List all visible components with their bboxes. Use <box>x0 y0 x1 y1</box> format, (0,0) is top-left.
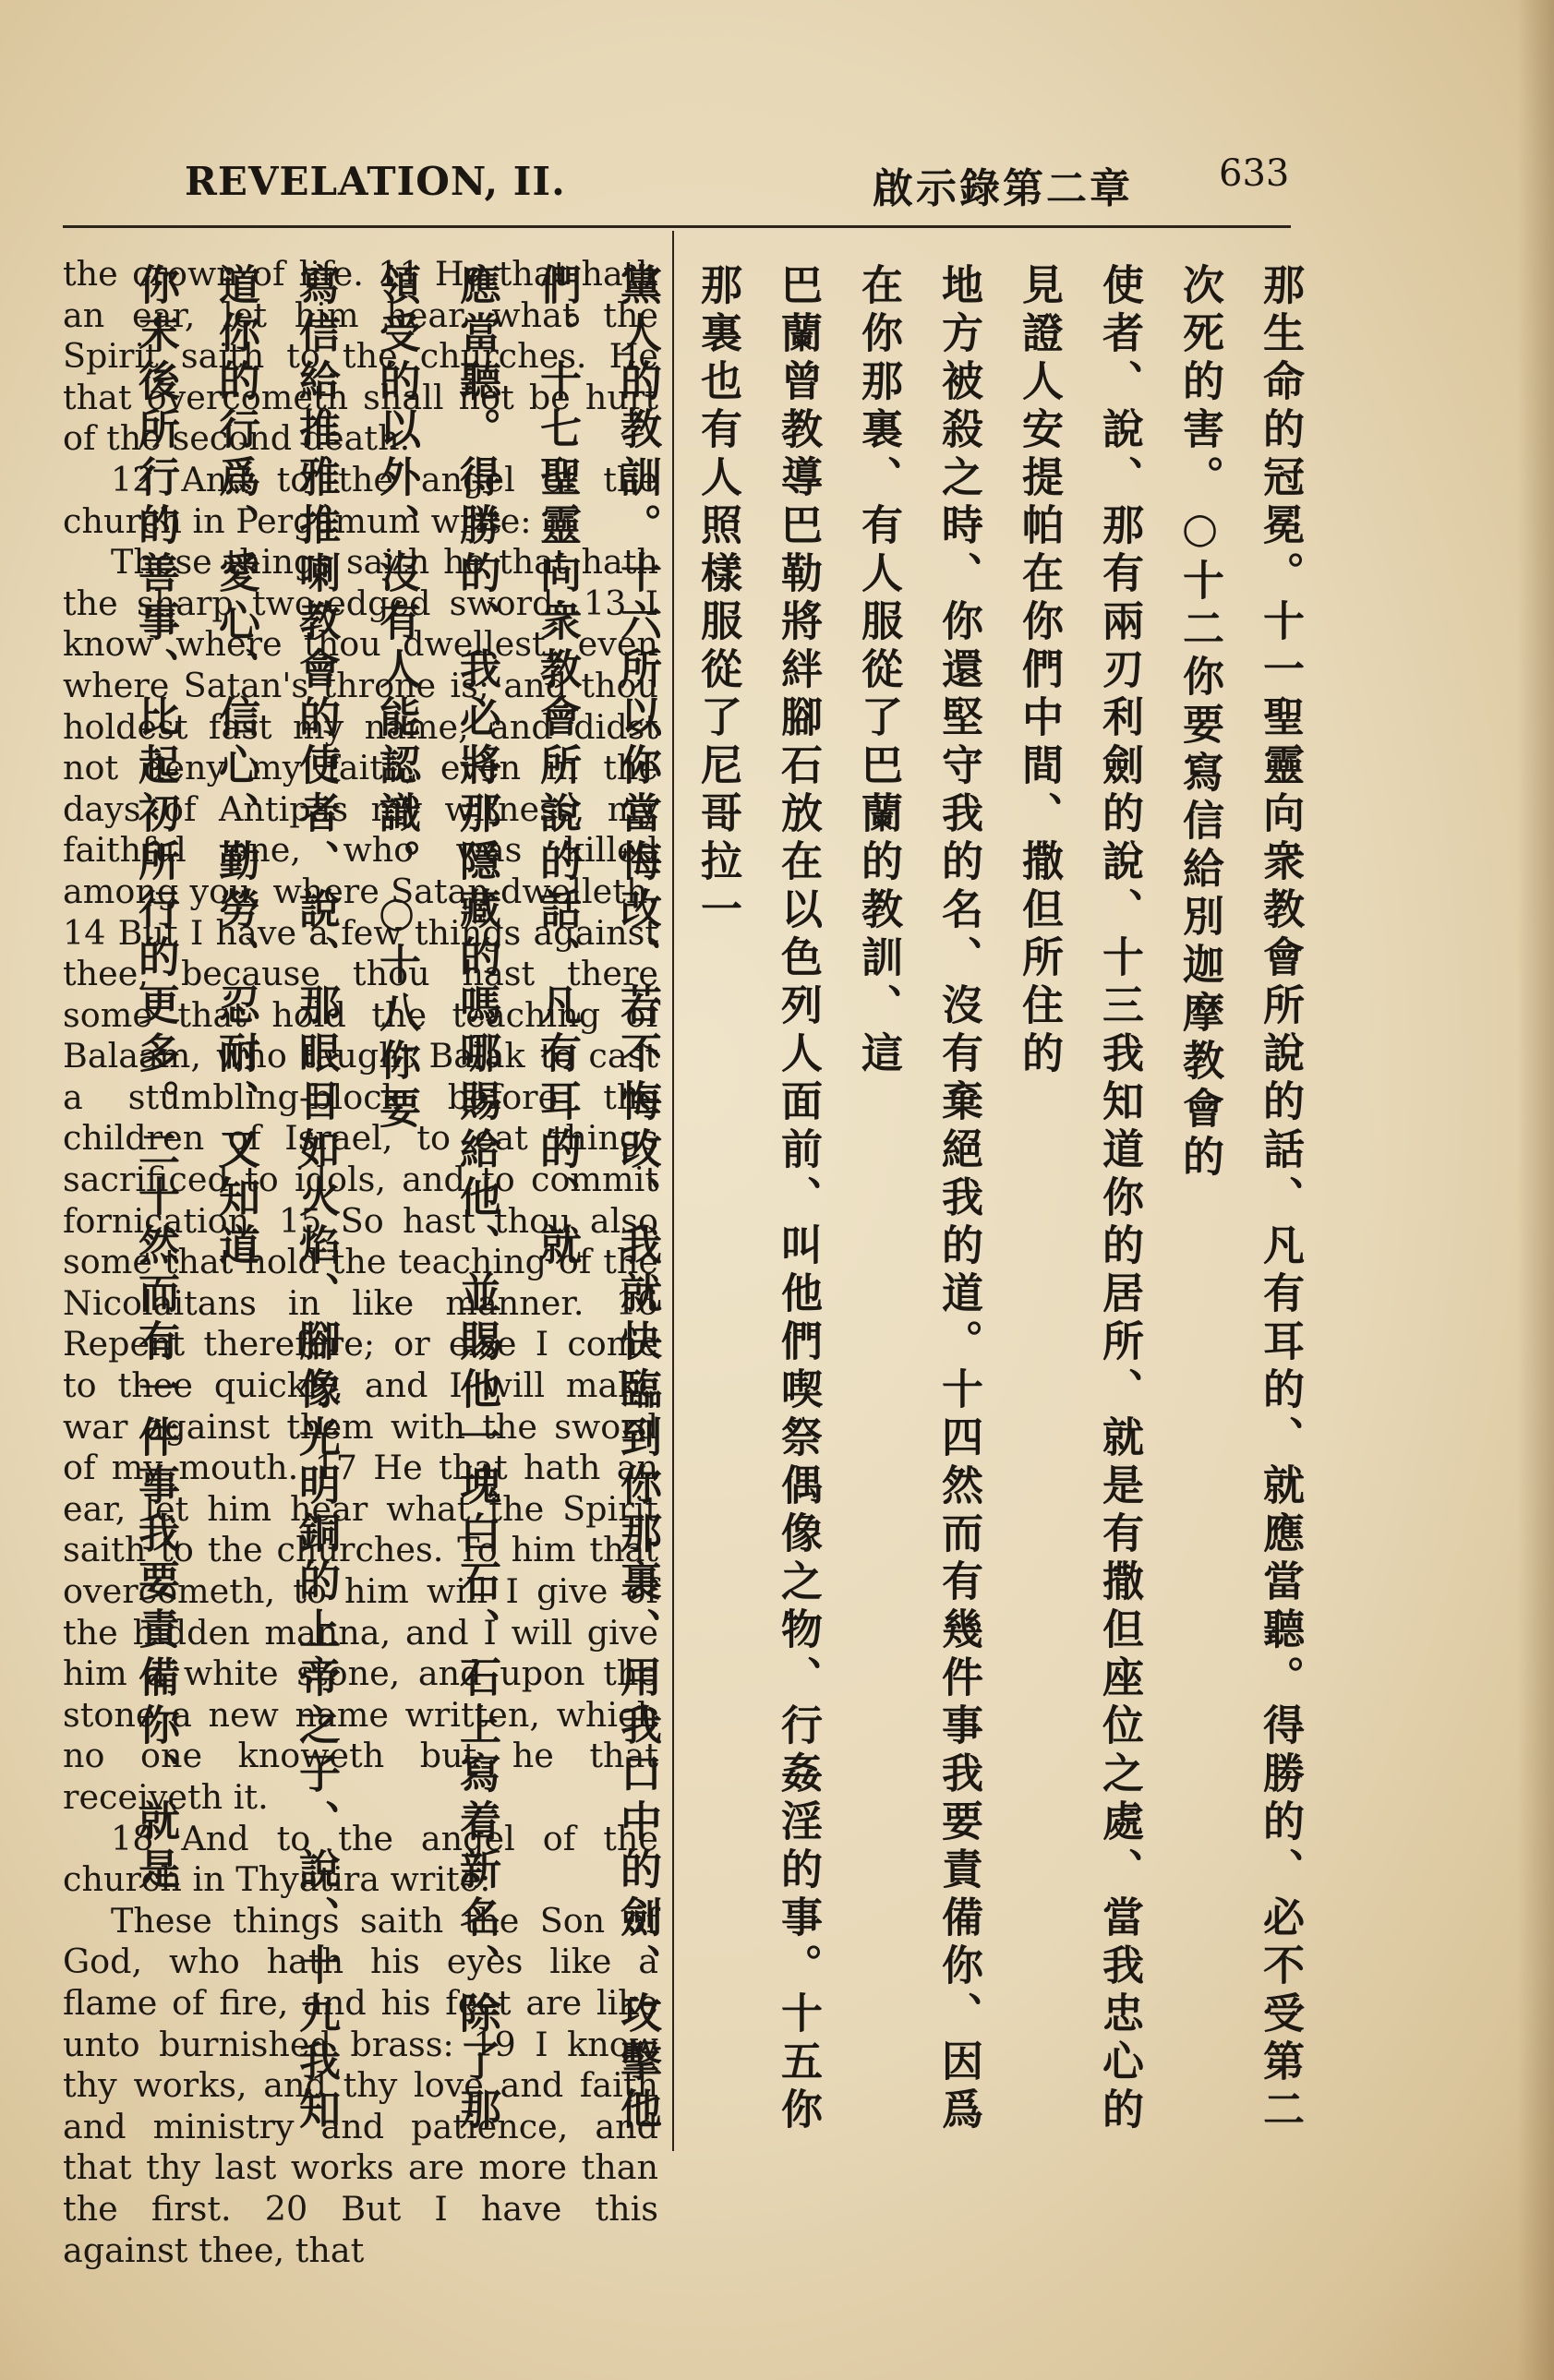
chinese-column-line-5: 黨人的教訓。十六所以你當悔改、若不悔改、我就快臨到你那裏、用我口中的劍、攻擊他們。十七聖靈向衆教會所說的話、凡有耳的、就 <box>533 263 662 2135</box>
page-number: 633 <box>1219 152 1290 195</box>
english-paragraph-1: the crown of life. 11 He that hath an ear, let him hear what the Spirit saith to the churches. He that overcometh shall not be hurt of the second death. <box>63 254 658 459</box>
english-paragraph-3: These things saith he that hath the sharp two-edged sword: 13 I know where thou dwellest, even where Satan's throne is; and thou holdest fast my name, and didst not deny my faith, even in the days of Antipas my witness, my faithful one, who was killed among you, where Satan dwelleth. 14 But I have a few things against thee, because thou hast there some that hold the teaching of Balaam, who taught Balak to cast a stumbling-block before the children of Israel, to eat things sacrificed to idols, and to commit fornication. 15 So hast thou also some that hold the teaching of the Nicolaitans in like manner. 16 Repent therefore; or else I come to thee quickly, and I will make war against them with the sword of my mouth. 17 He that hath an ear, let him hear what the Spirit saith to the churches. To him that overcometh, to him will I give of the hidden manna, and I will give him a white stone, and upon the stone a new name written, which no one knoweth but he that receiveth it. <box>63 542 658 1817</box>
running-head-chinese: 啟示錄第二章 <box>873 165 1133 212</box>
header-rule <box>63 225 1291 228</box>
chinese-column-line-8: 你末後所行的善事、比起初所行的更多。二十然而有一件事我要責備你、就是 <box>131 263 180 1895</box>
page-edge-shadow <box>1517 0 1554 2380</box>
chinese-column-line-4: 巴蘭曾教導巴勒將絆腳石放在以色列人面前、叫他們喫祭偶像之物、行姦淫的事。十五你那裏也有人照樣服從了尼哥拉一 <box>693 263 823 2135</box>
chinese-column-line-6: 應當聽。得勝的、我必將那隱藏的嗎哪賜給他、並賜他一塊白石、石上寫着新名、除了那領受的以外、沒有人能認識。○十八你要 <box>372 263 501 2135</box>
english-paragraph-5: These things saith the Son of God, who hath his eyes like a flame of fire, and his feet are like unto burnished brass: 19 I know thy works, and thy love and faith and ministry and patience, and that thy last works are more than the first. 20 But I have this against thee, that <box>63 1900 658 2270</box>
english-paragraph-2: 12 And to the angel of the church in Pergamum write: <box>63 459 658 541</box>
chinese-column-line-2: 使者、說、那有兩刃利劍的說、十三我知道你的居所、就是有撒但座位之處、當我忠心的見證人安提帕在你們中間、撒但所住的 <box>1015 263 1144 2135</box>
chinese-column-line-1: 那生命的冠冕。十一聖靈向衆教會所說的話、凡有耳的、就應當聽。得勝的、必不受第二次死的害。○十二你要寫信給別迦摩教會的 <box>1175 263 1305 2135</box>
running-head-english: REVELATION, II. <box>185 159 566 204</box>
english-paragraph-4: 18 And to the angel of the church in Thyatira write: <box>63 1818 658 1900</box>
chinese-column-line-7: 寫信給推雅推喇教會的使者、說、那眼目如火焰、腳像光明銅的上帝之子、說、十九我知道你的行爲、愛心、信心、勤勞、忍耐、又知道 <box>211 263 341 2135</box>
chinese-column-line-3: 地方被殺之時、你還堅守我的名、沒有棄絕我的道。十四然而有幾件事我要責備你、因爲在你那裏、有人服從了巴蘭的教訓、這 <box>854 263 983 2135</box>
